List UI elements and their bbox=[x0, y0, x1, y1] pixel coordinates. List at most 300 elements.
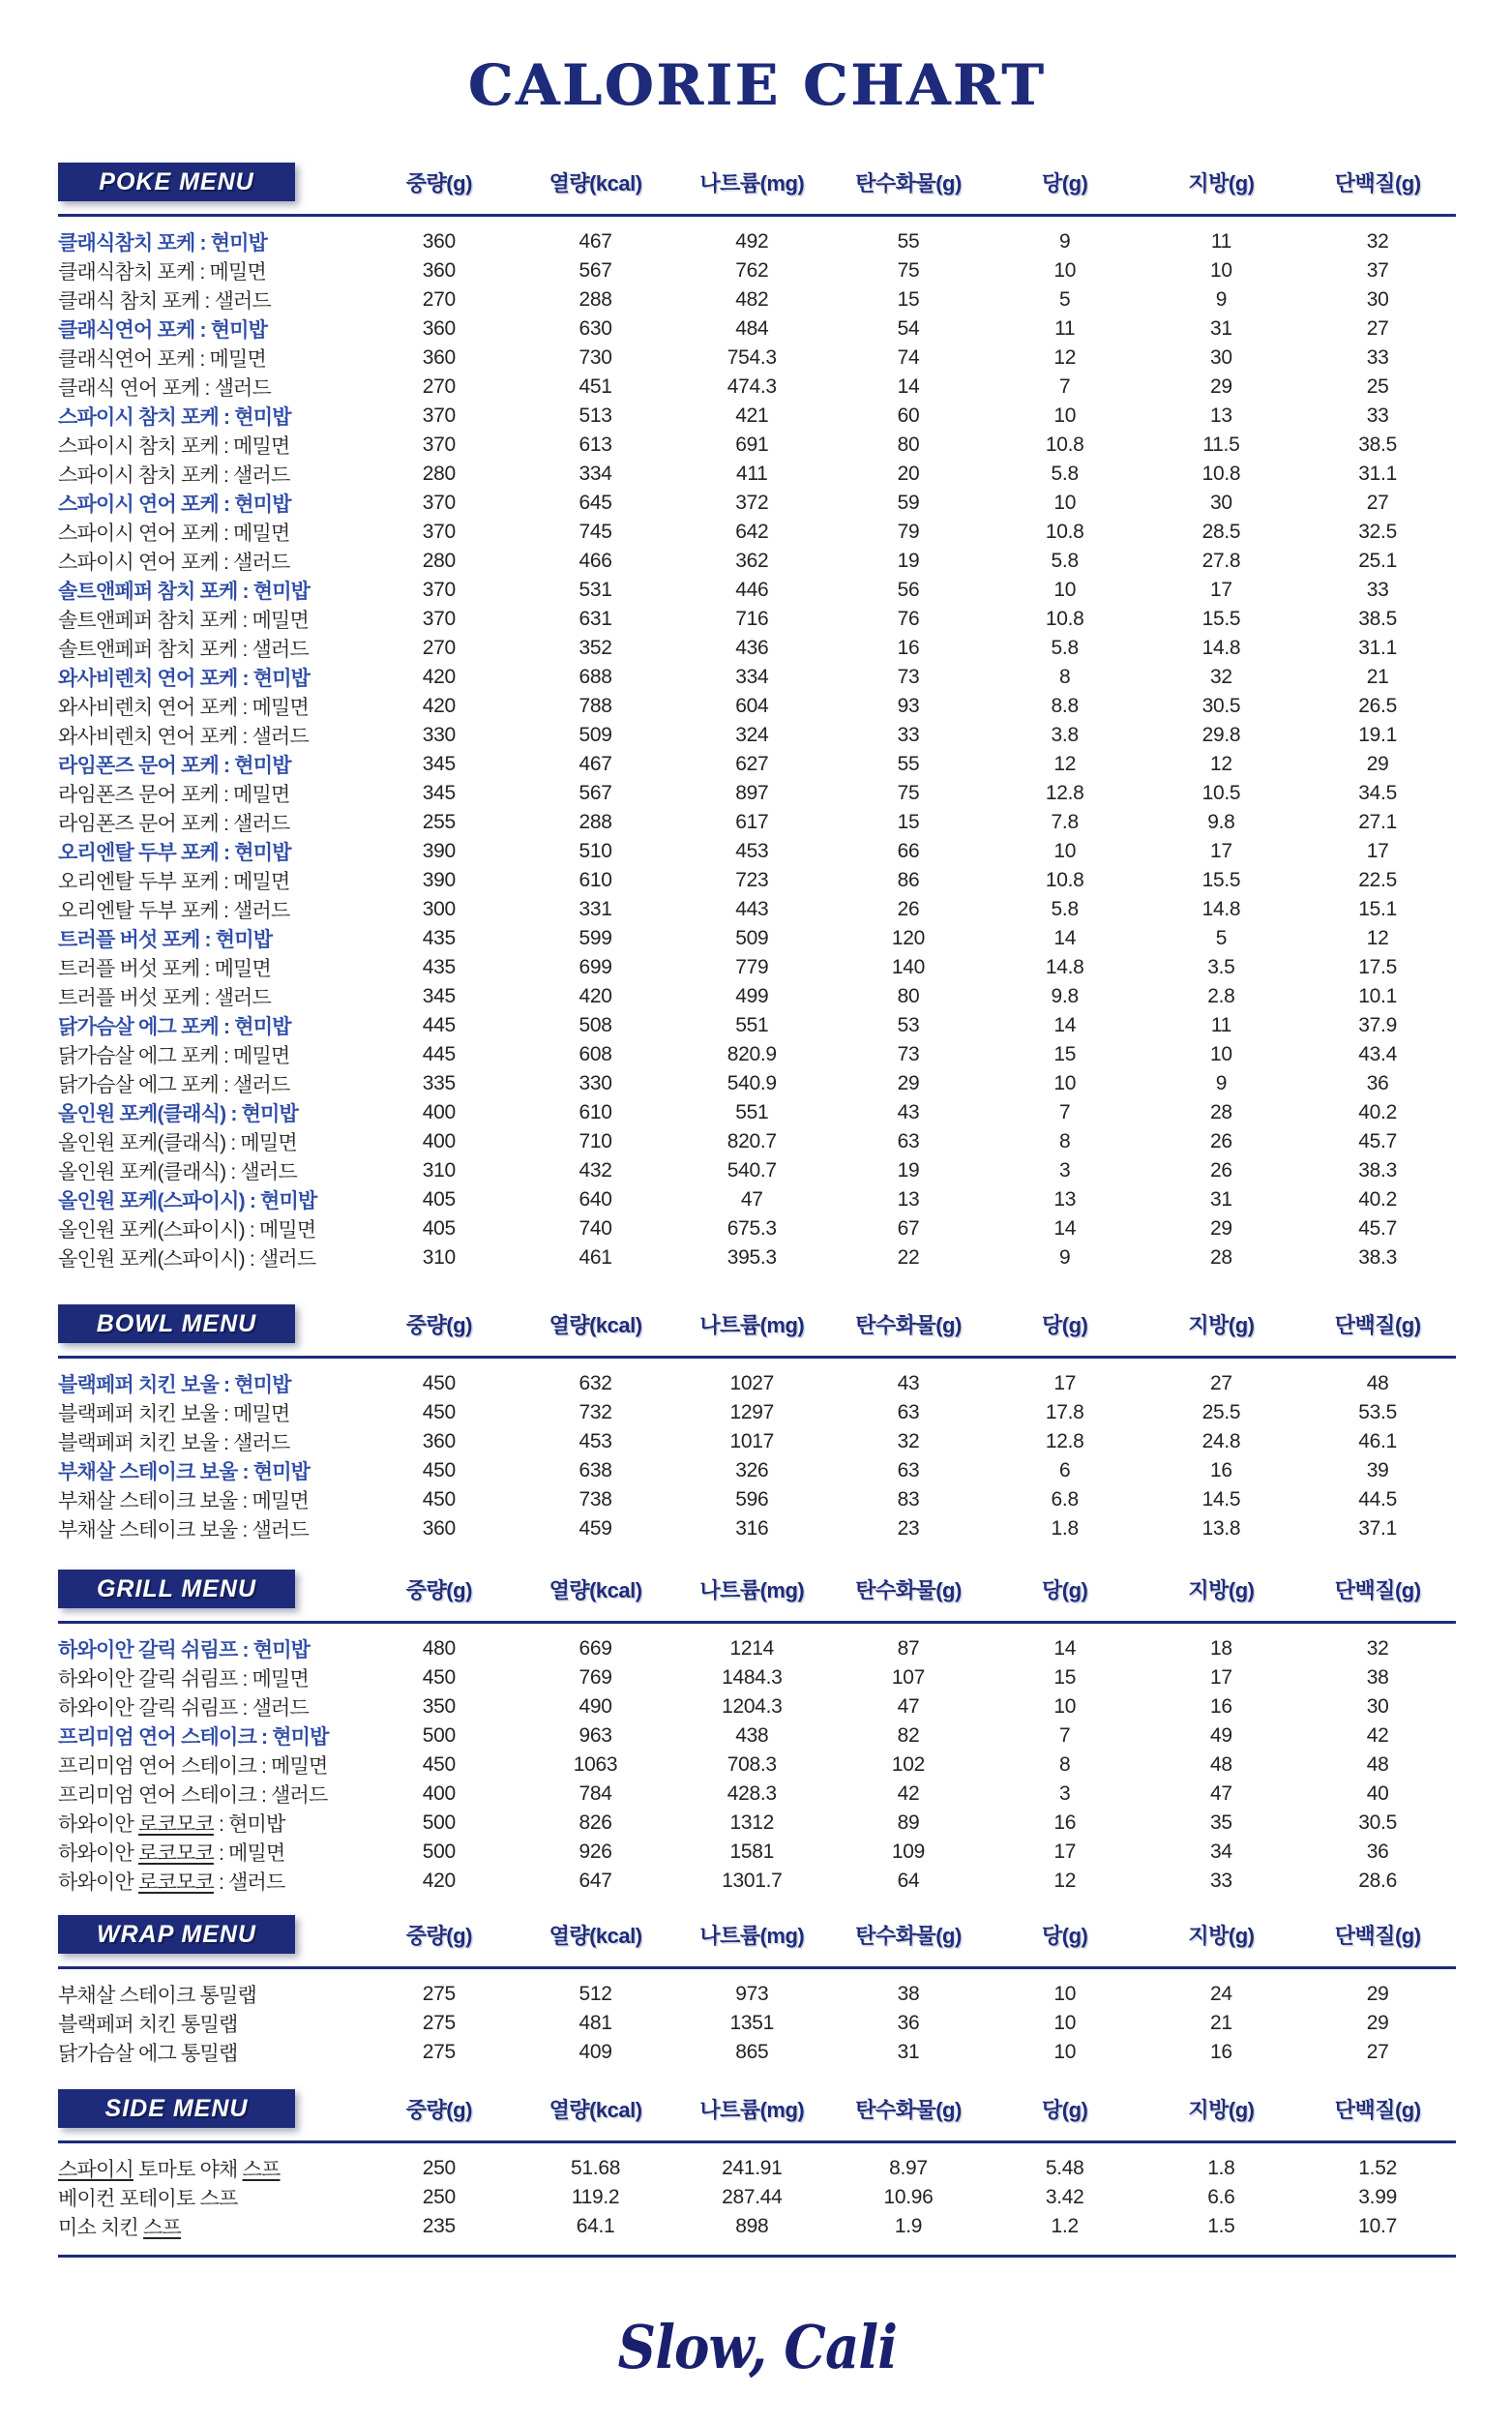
value-cell-3: 16 bbox=[897, 637, 920, 659]
header-divider bbox=[58, 214, 1456, 217]
value-cell-6: 32 bbox=[1366, 1637, 1389, 1660]
value-cell-4: 12.8 bbox=[1045, 782, 1084, 804]
value-cell-1: 1063 bbox=[573, 1753, 618, 1776]
column-header-2: 나트륨(mg) bbox=[699, 2097, 805, 2122]
value-cell-5: 49 bbox=[1210, 1724, 1232, 1747]
value-cell-0: 360 bbox=[422, 317, 456, 340]
column-header-3: 탄수화물(g) bbox=[855, 170, 962, 195]
value-cell-1: 632 bbox=[578, 1372, 612, 1394]
menu-row bbox=[58, 1692, 1456, 1721]
value-cell-2: 754.3 bbox=[726, 346, 777, 369]
value-cell-1: 409 bbox=[578, 2041, 612, 2063]
value-cell-2: 482 bbox=[735, 288, 769, 311]
value-cell-1: 613 bbox=[578, 434, 612, 456]
value-cell-2: 779 bbox=[735, 956, 769, 978]
menu-item-label: 닭가슴살 에그 포케 : 샐러드 bbox=[58, 1074, 290, 1096]
value-cell-4: 9 bbox=[1059, 230, 1071, 253]
menu-row bbox=[58, 692, 1456, 721]
value-cell-3: 74 bbox=[897, 346, 920, 369]
column-header-1: 열량(kcal) bbox=[548, 1923, 642, 1948]
underlined-text: 스파이시 bbox=[58, 2159, 133, 2181]
menu-item-label: 하와이안 갈릭 쉬림프 : 샐러드 bbox=[58, 1697, 310, 1720]
value-cell-4: 5.8 bbox=[1051, 550, 1079, 572]
value-cell-6: 28.6 bbox=[1358, 1870, 1397, 1892]
value-cell-0: 400 bbox=[422, 1101, 456, 1123]
value-cell-3: 109 bbox=[891, 1840, 926, 1863]
value-cell-5: 21 bbox=[1210, 2012, 1232, 2034]
value-cell-1: 640 bbox=[578, 1188, 612, 1211]
value-cell-4: 7 bbox=[1059, 375, 1071, 398]
column-header-5: 지방(g) bbox=[1188, 2097, 1255, 2122]
column-header-0: 중량(g) bbox=[405, 2097, 472, 2122]
value-cell-3: 19 bbox=[897, 550, 920, 572]
value-cell-4: 3 bbox=[1059, 1782, 1071, 1805]
value-cell-4: 8 bbox=[1059, 666, 1071, 688]
value-cell-1: 784 bbox=[578, 1782, 612, 1805]
section-title-badge: SIDE MENU bbox=[58, 2089, 295, 2128]
value-cell-4: 7.8 bbox=[1051, 811, 1079, 833]
value-cell-1: 512 bbox=[578, 1983, 612, 2005]
value-cell-3: 1.9 bbox=[894, 2215, 923, 2237]
value-cell-2: 1017 bbox=[729, 1430, 775, 1452]
value-cell-4: 9.8 bbox=[1051, 985, 1079, 1007]
value-cell-3: 43 bbox=[897, 1101, 920, 1123]
underlined-text: 로코모코 bbox=[137, 1842, 214, 1865]
column-header-4: 당(g) bbox=[1042, 2097, 1088, 2122]
value-cell-3: 55 bbox=[897, 230, 920, 253]
value-cell-0: 345 bbox=[422, 782, 456, 804]
menu-section-poke-menu bbox=[58, 163, 1456, 1272]
value-cell-6: 19.1 bbox=[1358, 724, 1397, 746]
value-cell-4: 10 bbox=[1053, 1983, 1077, 2005]
value-cell-6: 25.1 bbox=[1358, 550, 1397, 572]
value-cell-2: 973 bbox=[735, 1983, 769, 2005]
value-cell-2: 474.3 bbox=[726, 375, 777, 398]
value-cell-1: 51.68 bbox=[571, 2157, 621, 2179]
column-header-4: 당(g) bbox=[1042, 1923, 1088, 1948]
menu-row bbox=[58, 1040, 1456, 1069]
value-cell-1: 826 bbox=[578, 1811, 612, 1834]
value-cell-2: 241.91 bbox=[722, 2157, 783, 2179]
value-cell-3: 20 bbox=[897, 463, 920, 485]
value-cell-0: 280 bbox=[422, 463, 456, 485]
value-cell-2: 1214 bbox=[729, 1637, 775, 1660]
menu-item-label: 오리엔탈 두부 포케 : 메밀면 bbox=[58, 871, 290, 893]
value-cell-4: 12 bbox=[1053, 1870, 1077, 1892]
value-cell-4: 1.2 bbox=[1051, 2215, 1079, 2237]
value-cell-6: 48 bbox=[1366, 1753, 1389, 1776]
menu-row bbox=[58, 1514, 1456, 1543]
value-cell-6: 33 bbox=[1366, 404, 1389, 427]
value-cell-5: 29.8 bbox=[1201, 724, 1241, 746]
value-cell-6: 45.7 bbox=[1358, 1217, 1397, 1240]
value-cell-0: 370 bbox=[422, 434, 456, 456]
menu-item-label: 트러플 버섯 포케 : 메밀면 bbox=[58, 958, 272, 980]
value-cell-5: 11 bbox=[1210, 230, 1232, 253]
value-cell-3: 47 bbox=[897, 1695, 920, 1718]
value-cell-6: 38 bbox=[1366, 1666, 1389, 1689]
value-cell-3: 55 bbox=[897, 753, 920, 775]
value-cell-4: 5.48 bbox=[1045, 2157, 1084, 2179]
value-cell-5: 17 bbox=[1210, 1666, 1232, 1689]
value-cell-5: 9 bbox=[1215, 1072, 1228, 1094]
menu-row bbox=[58, 1127, 1456, 1156]
menu-item-label: 와사비렌치 연어 포케 : 현미밥 bbox=[58, 668, 311, 690]
menu-row bbox=[58, 1867, 1456, 1896]
value-cell-3: 36 bbox=[897, 2012, 920, 2034]
value-cell-1: 608 bbox=[578, 1043, 612, 1065]
section-title-badge: WRAP MENU bbox=[58, 1915, 295, 1954]
value-cell-3: 42 bbox=[897, 1782, 920, 1805]
menu-row bbox=[58, 1156, 1456, 1185]
column-header-1: 열량(kcal) bbox=[548, 1577, 642, 1602]
menu-row bbox=[58, 982, 1456, 1011]
column-header-6: 단백질(g) bbox=[1334, 1577, 1421, 1602]
menu-item-label: 와사비렌치 연어 포케 : 샐러드 bbox=[58, 726, 310, 748]
menu-item-label: 스파이시 참치 포케 : 샐러드 bbox=[58, 464, 290, 487]
value-cell-2: 453 bbox=[735, 840, 769, 862]
menu-item-label: 블랙페퍼 치킨 보울 : 메밀면 bbox=[58, 1403, 290, 1425]
value-cell-0: 500 bbox=[422, 1840, 456, 1863]
value-cell-0: 370 bbox=[422, 492, 456, 514]
column-header-5: 지방(g) bbox=[1188, 1577, 1255, 1602]
value-cell-4: 10.8 bbox=[1045, 521, 1084, 543]
menu-row bbox=[58, 663, 1456, 692]
value-cell-0: 405 bbox=[422, 1188, 456, 1211]
menu-row bbox=[58, 344, 1456, 373]
menu-row bbox=[58, 634, 1456, 663]
value-cell-5: 6.6 bbox=[1207, 2186, 1235, 2208]
menu-row bbox=[58, 953, 1456, 982]
value-cell-5: 16 bbox=[1210, 1459, 1232, 1481]
value-cell-6: 26.5 bbox=[1358, 695, 1397, 717]
value-cell-6: 27.1 bbox=[1358, 811, 1397, 833]
value-cell-6: 36 bbox=[1366, 1072, 1389, 1094]
value-cell-4: 10.8 bbox=[1045, 608, 1084, 630]
menu-item-label: 클래식참치 포케 : 현미밥 bbox=[58, 232, 268, 254]
value-cell-1: 730 bbox=[578, 346, 612, 369]
value-cell-4: 10.8 bbox=[1045, 869, 1084, 891]
value-cell-2: 540.9 bbox=[726, 1072, 777, 1094]
menu-item-label: 닭가슴살 에그 포케 : 현미밥 bbox=[58, 1016, 291, 1038]
value-cell-6: 33 bbox=[1366, 346, 1389, 369]
value-cell-6: 34.5 bbox=[1358, 782, 1397, 804]
value-cell-3: 31 bbox=[897, 2041, 920, 2063]
value-cell-3: 102 bbox=[891, 1753, 926, 1776]
value-cell-1: 490 bbox=[578, 1695, 612, 1718]
menu-item-label: 라임폰즈 문어 포케 : 샐러드 bbox=[58, 813, 290, 835]
value-cell-0: 335 bbox=[422, 1072, 456, 1094]
value-cell-5: 9 bbox=[1215, 288, 1228, 311]
menu-item-label: 스파이시 참치 포케 : 현미밥 bbox=[58, 406, 291, 429]
value-cell-4: 1.8 bbox=[1051, 1517, 1079, 1540]
value-cell-5: 32 bbox=[1210, 666, 1232, 688]
menu-item-label: 솔트앤페퍼 참치 포케 : 샐러드 bbox=[58, 639, 310, 661]
value-cell-5: 10.5 bbox=[1201, 782, 1241, 804]
value-cell-2: 642 bbox=[735, 521, 769, 543]
value-cell-5: 27.8 bbox=[1201, 550, 1241, 572]
value-cell-2: 723 bbox=[735, 869, 769, 891]
value-cell-1: 531 bbox=[578, 579, 612, 601]
value-cell-3: 56 bbox=[897, 579, 920, 601]
value-cell-3: 15 bbox=[897, 288, 920, 311]
menu-item-label: 하와이안 로코모코 : 메밀면 bbox=[58, 1842, 285, 1865]
value-cell-6: 38.3 bbox=[1358, 1246, 1397, 1269]
menu-row bbox=[58, 285, 1456, 314]
value-cell-6: 22.5 bbox=[1358, 869, 1397, 891]
value-cell-5: 2.8 bbox=[1207, 985, 1235, 1007]
value-cell-6: 40.2 bbox=[1358, 1101, 1397, 1123]
value-cell-3: 32 bbox=[897, 1430, 920, 1452]
menu-item-label: 올인원 포케(클래식) : 메밀면 bbox=[58, 1132, 297, 1154]
column-header-0: 중량(g) bbox=[405, 170, 472, 195]
value-cell-5: 13.8 bbox=[1201, 1517, 1241, 1540]
menu-item-label: 하와이안 갈릭 쉬림프 : 현미밥 bbox=[58, 1639, 311, 1661]
value-cell-0: 450 bbox=[422, 1372, 456, 1394]
underlined-text: 로코모코 bbox=[137, 1871, 214, 1894]
menu-item-label: 부채살 스테이크 보울 : 메밀면 bbox=[58, 1490, 310, 1512]
column-header-5: 지방(g) bbox=[1188, 1312, 1255, 1337]
value-cell-2: 372 bbox=[735, 492, 769, 514]
menu-item-label: 클래식연어 포케 : 현미밥 bbox=[58, 319, 268, 342]
value-cell-6: 33 bbox=[1366, 579, 1389, 601]
header-divider bbox=[58, 1966, 1456, 1969]
menu-row bbox=[58, 1721, 1456, 1751]
menu-row bbox=[58, 2038, 1456, 2067]
column-header-0: 중량(g) bbox=[405, 1312, 472, 1337]
value-cell-2: 820.9 bbox=[726, 1043, 777, 1065]
value-cell-2: 627 bbox=[735, 753, 769, 775]
value-cell-3: 89 bbox=[897, 1811, 920, 1834]
value-cell-4: 11 bbox=[1054, 317, 1076, 340]
value-cell-2: 326 bbox=[735, 1459, 769, 1481]
value-cell-3: 76 bbox=[897, 608, 920, 630]
value-cell-5: 16 bbox=[1210, 2041, 1232, 2063]
menu-row bbox=[58, 924, 1456, 953]
value-cell-0: 405 bbox=[422, 1217, 456, 1240]
value-cell-5: 1.5 bbox=[1207, 2215, 1235, 2237]
value-cell-3: 23 bbox=[897, 1517, 920, 1540]
value-cell-0: 360 bbox=[422, 259, 456, 282]
value-cell-5: 28 bbox=[1210, 1246, 1232, 1269]
value-cell-2: 604 bbox=[735, 695, 769, 717]
menu-row bbox=[58, 1069, 1456, 1098]
value-cell-3: 86 bbox=[897, 869, 920, 891]
value-cell-1: 699 bbox=[578, 956, 612, 978]
value-cell-4: 10 bbox=[1053, 840, 1077, 862]
value-cell-4: 17.8 bbox=[1045, 1401, 1084, 1423]
value-cell-5: 1.8 bbox=[1207, 2157, 1235, 2179]
value-cell-0: 250 bbox=[422, 2186, 456, 2208]
value-cell-4: 14.8 bbox=[1045, 956, 1084, 978]
value-cell-4: 16 bbox=[1053, 1811, 1077, 1834]
column-header-2: 나트륨(mg) bbox=[699, 1577, 805, 1602]
value-cell-0: 450 bbox=[422, 1459, 456, 1481]
value-cell-3: 38 bbox=[897, 1983, 920, 2005]
value-cell-0: 270 bbox=[422, 375, 456, 398]
value-cell-2: 411 bbox=[735, 463, 768, 485]
value-cell-0: 370 bbox=[422, 404, 456, 427]
value-cell-4: 10.8 bbox=[1045, 434, 1084, 456]
value-cell-0: 235 bbox=[422, 2215, 456, 2237]
value-cell-6: 17 bbox=[1366, 840, 1389, 862]
menu-item-label: 올인원 포케(클래식) : 현미밥 bbox=[58, 1103, 299, 1125]
value-cell-0: 255 bbox=[422, 811, 456, 833]
menu-item-label: 프리미엄 연어 스테이크 : 샐러드 bbox=[58, 1784, 328, 1807]
menu-item-label: 하와이안 로코모코 : 샐러드 bbox=[58, 1871, 285, 1894]
section-title-badge: POKE MENU bbox=[58, 163, 295, 201]
value-cell-2: 334 bbox=[735, 666, 769, 688]
value-cell-3: 33 bbox=[897, 724, 920, 746]
value-cell-1: 567 bbox=[578, 259, 612, 282]
value-cell-4: 14 bbox=[1053, 927, 1077, 949]
value-cell-0: 275 bbox=[422, 2012, 456, 2034]
value-cell-1: 610 bbox=[578, 1101, 612, 1123]
value-cell-0: 450 bbox=[422, 1488, 456, 1511]
value-cell-6: 38.5 bbox=[1358, 608, 1397, 630]
menu-row bbox=[58, 227, 1456, 256]
column-header-1: 열량(kcal) bbox=[548, 1312, 642, 1337]
value-cell-6: 53.5 bbox=[1358, 1401, 1397, 1423]
section-title-badge: GRILL MENU bbox=[58, 1570, 295, 1608]
menu-item-label: 스파이시 연어 포케 : 샐러드 bbox=[58, 552, 290, 574]
value-cell-5: 24.8 bbox=[1201, 1430, 1241, 1452]
value-cell-1: 481 bbox=[578, 2012, 612, 2034]
value-cell-0: 400 bbox=[422, 1130, 456, 1152]
value-cell-4: 10 bbox=[1053, 259, 1077, 282]
section-header bbox=[58, 1570, 1456, 1608]
value-cell-2: 509 bbox=[735, 927, 769, 949]
value-cell-0: 275 bbox=[422, 2041, 456, 2063]
menu-row bbox=[58, 1011, 1456, 1040]
value-cell-3: 54 bbox=[897, 317, 920, 340]
value-cell-2: 287.44 bbox=[722, 2186, 783, 2208]
value-cell-0: 300 bbox=[422, 898, 456, 920]
value-cell-4: 10 bbox=[1053, 492, 1077, 514]
value-cell-3: 83 bbox=[897, 1488, 920, 1511]
value-cell-1: 330 bbox=[578, 1072, 612, 1094]
value-cell-5: 25.5 bbox=[1201, 1401, 1241, 1423]
value-cell-5: 29 bbox=[1210, 375, 1232, 398]
menu-row bbox=[58, 1369, 1456, 1398]
value-cell-2: 1204.3 bbox=[722, 1695, 783, 1718]
value-cell-3: 67 bbox=[897, 1217, 920, 1240]
value-cell-0: 275 bbox=[422, 1983, 456, 2005]
menu-row bbox=[58, 1185, 1456, 1214]
value-cell-2: 1581 bbox=[729, 1840, 775, 1863]
value-cell-1: 769 bbox=[578, 1666, 612, 1689]
menu-row bbox=[58, 1456, 1456, 1485]
value-cell-2: 708.3 bbox=[726, 1753, 777, 1776]
value-cell-0: 450 bbox=[422, 1401, 456, 1423]
value-cell-2: 428.3 bbox=[726, 1782, 777, 1805]
column-header-2: 나트륨(mg) bbox=[699, 1312, 805, 1337]
column-header-2: 나트륨(mg) bbox=[699, 1923, 805, 1948]
value-cell-1: 432 bbox=[578, 1159, 612, 1182]
value-cell-3: 73 bbox=[897, 1043, 920, 1065]
value-cell-4: 5.8 bbox=[1051, 637, 1079, 659]
value-cell-6: 46.1 bbox=[1358, 1430, 1397, 1452]
menu-item-label: 블랙페퍼 치킨 보울 : 현미밥 bbox=[58, 1374, 291, 1396]
value-cell-0: 450 bbox=[422, 1753, 456, 1776]
column-header-6: 단백질(g) bbox=[1334, 2097, 1421, 2122]
value-cell-2: 316 bbox=[735, 1517, 769, 1540]
value-cell-5: 14.5 bbox=[1201, 1488, 1241, 1511]
value-cell-5: 10 bbox=[1210, 1043, 1232, 1065]
value-cell-1: 331 bbox=[578, 898, 612, 920]
section-header bbox=[58, 163, 1456, 201]
menu-section-wrap-menu bbox=[58, 1915, 1456, 2067]
menu-row bbox=[58, 2009, 1456, 2038]
value-cell-0: 280 bbox=[422, 550, 456, 572]
column-header-4: 당(g) bbox=[1042, 1577, 1088, 1602]
value-cell-0: 360 bbox=[422, 1517, 456, 1540]
value-cell-1: 513 bbox=[578, 404, 612, 427]
value-cell-5: 47 bbox=[1210, 1782, 1232, 1805]
value-cell-3: 63 bbox=[897, 1130, 920, 1152]
value-cell-6: 30.5 bbox=[1358, 1811, 1397, 1834]
value-cell-0: 400 bbox=[422, 1782, 456, 1805]
value-cell-6: 40 bbox=[1366, 1782, 1389, 1805]
header-divider bbox=[58, 2140, 1456, 2143]
value-cell-0: 345 bbox=[422, 753, 456, 775]
value-cell-4: 17 bbox=[1053, 1372, 1077, 1394]
menu-row bbox=[58, 1980, 1456, 2009]
value-cell-2: 438 bbox=[735, 1724, 769, 1747]
value-cell-6: 21 bbox=[1366, 666, 1389, 688]
value-cell-3: 63 bbox=[897, 1401, 920, 1423]
value-cell-5: 11 bbox=[1210, 1014, 1232, 1036]
value-cell-6: 27 bbox=[1366, 492, 1389, 514]
value-cell-5: 30 bbox=[1210, 346, 1232, 369]
menu-item-label: 클래식 연어 포케 : 샐러드 bbox=[58, 377, 272, 400]
value-cell-2: 499 bbox=[735, 985, 769, 1007]
column-header-4: 당(g) bbox=[1042, 170, 1088, 195]
menu-item-label: 블랙페퍼 치킨 통밀랩 bbox=[58, 2014, 238, 2036]
value-cell-5: 31 bbox=[1210, 1188, 1232, 1211]
value-cell-2: 540.7 bbox=[726, 1159, 777, 1182]
value-cell-0: 350 bbox=[422, 1695, 456, 1718]
value-cell-0: 390 bbox=[422, 840, 456, 862]
value-cell-0: 420 bbox=[422, 1870, 456, 1892]
value-cell-6: 39 bbox=[1366, 1459, 1389, 1481]
column-header-1: 열량(kcal) bbox=[548, 170, 642, 195]
column-header-0: 중량(g) bbox=[405, 1577, 472, 1602]
value-cell-6: 36 bbox=[1366, 1840, 1389, 1863]
value-cell-1: 420 bbox=[578, 985, 612, 1007]
value-cell-4: 12 bbox=[1053, 346, 1077, 369]
value-cell-4: 17 bbox=[1053, 1840, 1077, 1863]
value-cell-2: 47 bbox=[740, 1188, 763, 1211]
menu-row bbox=[58, 866, 1456, 895]
value-cell-3: 80 bbox=[897, 434, 920, 456]
value-cell-3: 107 bbox=[891, 1666, 926, 1689]
value-cell-0: 270 bbox=[422, 637, 456, 659]
value-cell-5: 12 bbox=[1210, 753, 1232, 775]
value-cell-5: 15.5 bbox=[1201, 869, 1241, 891]
value-cell-4: 15 bbox=[1053, 1043, 1077, 1065]
menu-row bbox=[58, 1398, 1456, 1427]
value-cell-5: 26 bbox=[1210, 1130, 1232, 1152]
value-cell-4: 3 bbox=[1059, 1159, 1071, 1182]
value-cell-1: 119.2 bbox=[571, 2186, 620, 2208]
menu-item-label: 와사비렌치 연어 포케 : 메밀면 bbox=[58, 697, 310, 719]
section-header bbox=[58, 1915, 1456, 1954]
value-cell-1: 926 bbox=[578, 1840, 612, 1863]
value-cell-2: 596 bbox=[735, 1488, 769, 1511]
value-cell-2: 617 bbox=[735, 811, 769, 833]
menu-row bbox=[58, 1663, 1456, 1692]
